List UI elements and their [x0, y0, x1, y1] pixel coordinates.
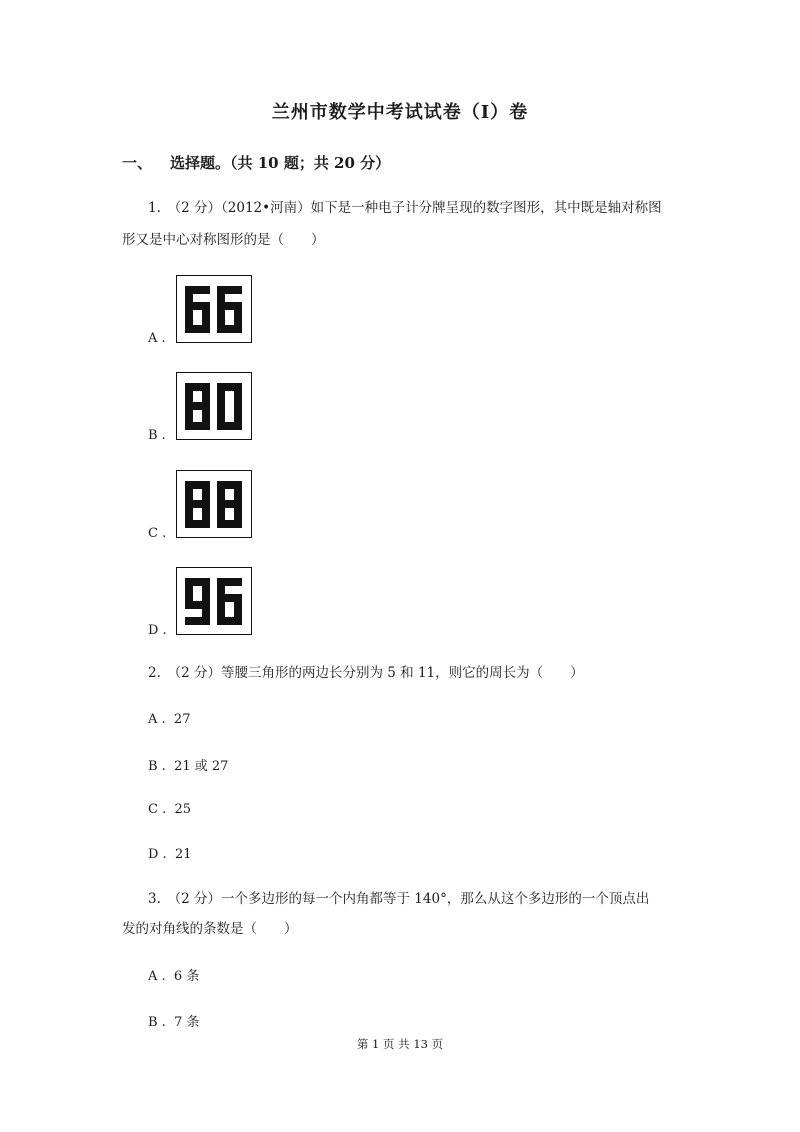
q1-option-d-label: D . — [148, 623, 167, 638]
q2-option-c — [148, 802, 191, 817]
question-3-line-2: 发的对角线的条数是（ ） — [122, 921, 298, 937]
digit-80-svg — [177, 373, 250, 438]
digit-96-svg — [177, 568, 250, 633]
q2-option-a-text: 27 — [173, 712, 191, 727]
q2-option-b — [148, 755, 228, 774]
q2-option-c-label: C . — [148, 802, 167, 817]
q3-option-a — [148, 965, 199, 984]
question-1-line-2: 形又是中心对称图形的是（ ） — [122, 232, 325, 248]
q2-option-b-label: B . — [148, 759, 166, 774]
q1-option-c-label: C . — [148, 526, 167, 541]
q3-option-b — [148, 1011, 200, 1030]
q2-option-d — [148, 847, 192, 862]
q3-option-b-label: B . — [148, 1015, 166, 1030]
q2-option-a-label: A . — [148, 712, 166, 727]
q3-option-b-text: 7 条 — [174, 1015, 200, 1030]
digit-66-image — [176, 275, 252, 343]
digit-88-svg — [177, 471, 250, 536]
digit-88-image — [176, 470, 252, 538]
digit-66-svg — [177, 276, 250, 341]
question-2-line-1: 2. （2 分）等腰三角形的两边长分别为 5 和 11，则它的周长为（ ） — [148, 665, 584, 681]
question-1-line-1: 1. （2 分）（2012•河南）如下是一种电子计分牌呈现的数字图形，其中既是轴对称图 — [148, 200, 662, 216]
q2-option-b-text: 21 或 27 — [174, 759, 229, 774]
q3-option-a-label: A . — [148, 969, 166, 984]
q2-option-a — [148, 712, 190, 727]
digit-96-image — [176, 567, 252, 635]
q1-option-a-label: A . — [148, 331, 166, 346]
section-heading — [122, 152, 390, 173]
digit-80-image — [176, 372, 252, 440]
q2-option-d-text: 21 — [174, 847, 192, 862]
question-3-line-1: 3. （2 分）一个多边形的每一个内角都等于 140°，那么从这个多边形的一个顶点出 — [148, 891, 650, 907]
section-number: 一、 — [122, 154, 153, 172]
page-title: 兰州市数学中考试试卷（I）卷 — [271, 102, 529, 123]
q3-option-a-text: 6 条 — [173, 969, 200, 984]
section-text: 选择题。（共 10 题；共 20 分） — [170, 154, 391, 172]
q1-option-b-label: B . — [148, 428, 166, 443]
q2-option-c-text: 25 — [174, 802, 192, 817]
q2-option-d-label: D . — [148, 847, 167, 862]
page-footer: 第 1 页 共 13 页 — [356, 1037, 444, 1051]
